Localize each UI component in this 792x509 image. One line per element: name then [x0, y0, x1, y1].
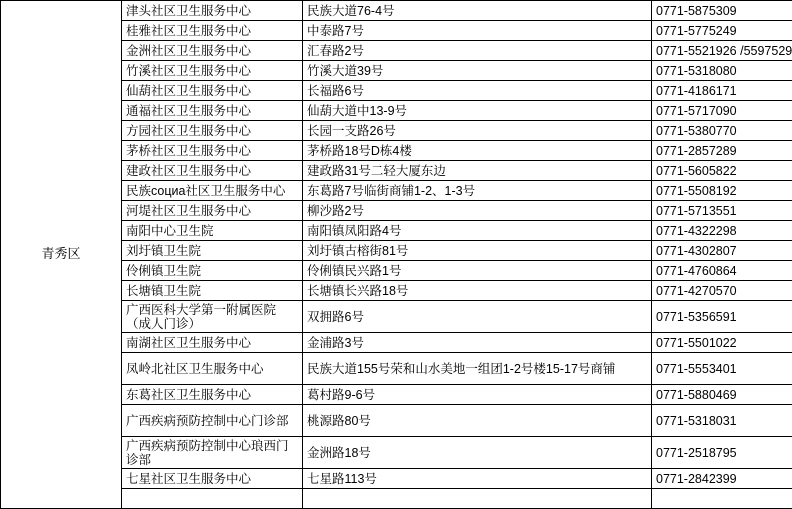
table-row	[1, 1, 792, 21]
facility-address: 葛村路9-6号	[303, 385, 652, 405]
facility-phone: 0771-5880469	[652, 385, 792, 405]
facility-phone: 0771-5318031	[652, 405, 792, 437]
facility-name: 凤岭北社区卫生服务中心	[122, 353, 303, 385]
facility-phone: 0771-4186171	[652, 81, 792, 101]
facility-phone: 0771-5713551	[652, 201, 792, 221]
facility-name: 长塘镇卫生院	[122, 281, 303, 301]
facility-address: 中泰路7号	[303, 21, 652, 41]
facility-phone: 0771-2842399	[652, 469, 792, 489]
facility-phone: 0771-5501022	[652, 333, 792, 353]
facility-name: 金洲社区卫生服务中心	[122, 41, 303, 61]
facility-name: 民族социа社区卫生服务中心	[122, 181, 303, 201]
facility-address: 金洲路18号	[303, 437, 652, 469]
facility-phone: 0771-5553401	[652, 353, 792, 385]
facility-phone: 0771-5875309	[652, 1, 792, 21]
facility-name: 伶俐镇卫生院	[122, 261, 303, 281]
facility-phone: 0771-5605822	[652, 161, 792, 181]
facility-address: 刘圩镇古榕街81号	[303, 241, 652, 261]
facility-phone: 0771-5318080	[652, 61, 792, 81]
facility-table-body	[1, 1, 792, 509]
facility-phone: 0771-2518795	[652, 437, 792, 469]
facility-address: 伶俐镇民兴路1号	[303, 261, 652, 281]
facility-name: 桂雅社区卫生服务中心	[122, 21, 303, 41]
facility-phone: 0771-4302807	[652, 241, 792, 261]
facility-phone: 0771-2857289	[652, 141, 792, 161]
facility-phone: 0771-4270570	[652, 281, 792, 301]
facility-address: 桃源路80号	[303, 405, 652, 437]
facility-name: 南湖社区卫生服务中心	[122, 333, 303, 353]
facility-address: 双拥路6号	[303, 301, 652, 333]
facility-address: 建政路31号二轻大厦东边	[303, 161, 652, 181]
facility-phone: 0771-4760864	[652, 261, 792, 281]
facility-name	[122, 489, 303, 509]
facility-address: 民族大道155号荣和山水美地一组团1-2号楼15-17号商铺	[303, 353, 652, 385]
facility-phone: 0771-5356591	[652, 301, 792, 333]
facility-phone: 0771-5380770	[652, 121, 792, 141]
facility-address: 长园一支路26号	[303, 121, 652, 141]
facility-address: 仙葫大道中13-9号	[303, 101, 652, 121]
facility-address: 东葛路7号临街商铺1-2、1-3号	[303, 181, 652, 201]
facility-address: 茅桥路18号D栋4楼	[303, 141, 652, 161]
facility-address: 民族大道76-4号	[303, 1, 652, 21]
facility-phone: 0771-5508192	[652, 181, 792, 201]
facility-address: 汇春路2号	[303, 41, 652, 61]
facility-address: 南阳镇凤阳路4号	[303, 221, 652, 241]
facility-address: 竹溪大道39号	[303, 61, 652, 81]
facility-name: 茅桥社区卫生服务中心	[122, 141, 303, 161]
facility-phone: 0771-5775249	[652, 21, 792, 41]
facility-name: 通福社区卫生服务中心	[122, 101, 303, 121]
facility-name: 广西疾病预防控制中心门诊部	[122, 405, 303, 437]
facility-name: 七星社区卫生服务中心	[122, 469, 303, 489]
facility-address: 长塘镇长兴路18号	[303, 281, 652, 301]
facility-address	[303, 489, 652, 509]
facility-name: 方园社区卫生服务中心	[122, 121, 303, 141]
facility-name: 南阳中心卫生院	[122, 221, 303, 241]
facility-phone: 0771-5521926 /5597529	[652, 41, 792, 61]
facility-name: 津头社区卫生服务中心	[122, 1, 303, 21]
facility-name: 河堤社区卫生服务中心	[122, 201, 303, 221]
facility-name: 东葛社区卫生服务中心	[122, 385, 303, 405]
facility-address: 金浦路3号	[303, 333, 652, 353]
facility-phone	[652, 489, 792, 509]
facility-name: 广西疾病预防控制中心琅西门诊部	[122, 437, 303, 469]
facility-name: 刘圩镇卫生院	[122, 241, 303, 261]
facility-address: 柳沙路2号	[303, 201, 652, 221]
facility-name: 竹溪社区卫生服务中心	[122, 61, 303, 81]
facility-address: 长福路6号	[303, 81, 652, 101]
facility-name: 建政社区卫生服务中心	[122, 161, 303, 181]
facility-phone: 0771-5717090	[652, 101, 792, 121]
region-cell: 青秀区	[1, 1, 122, 509]
facility-name: 广西医科大学第一附属医院（成人门诊）	[122, 301, 303, 333]
facility-phone: 0771-4322298	[652, 221, 792, 241]
facility-name: 仙葫社区卫生服务中心	[122, 81, 303, 101]
facility-address: 七星路113号	[303, 469, 652, 489]
